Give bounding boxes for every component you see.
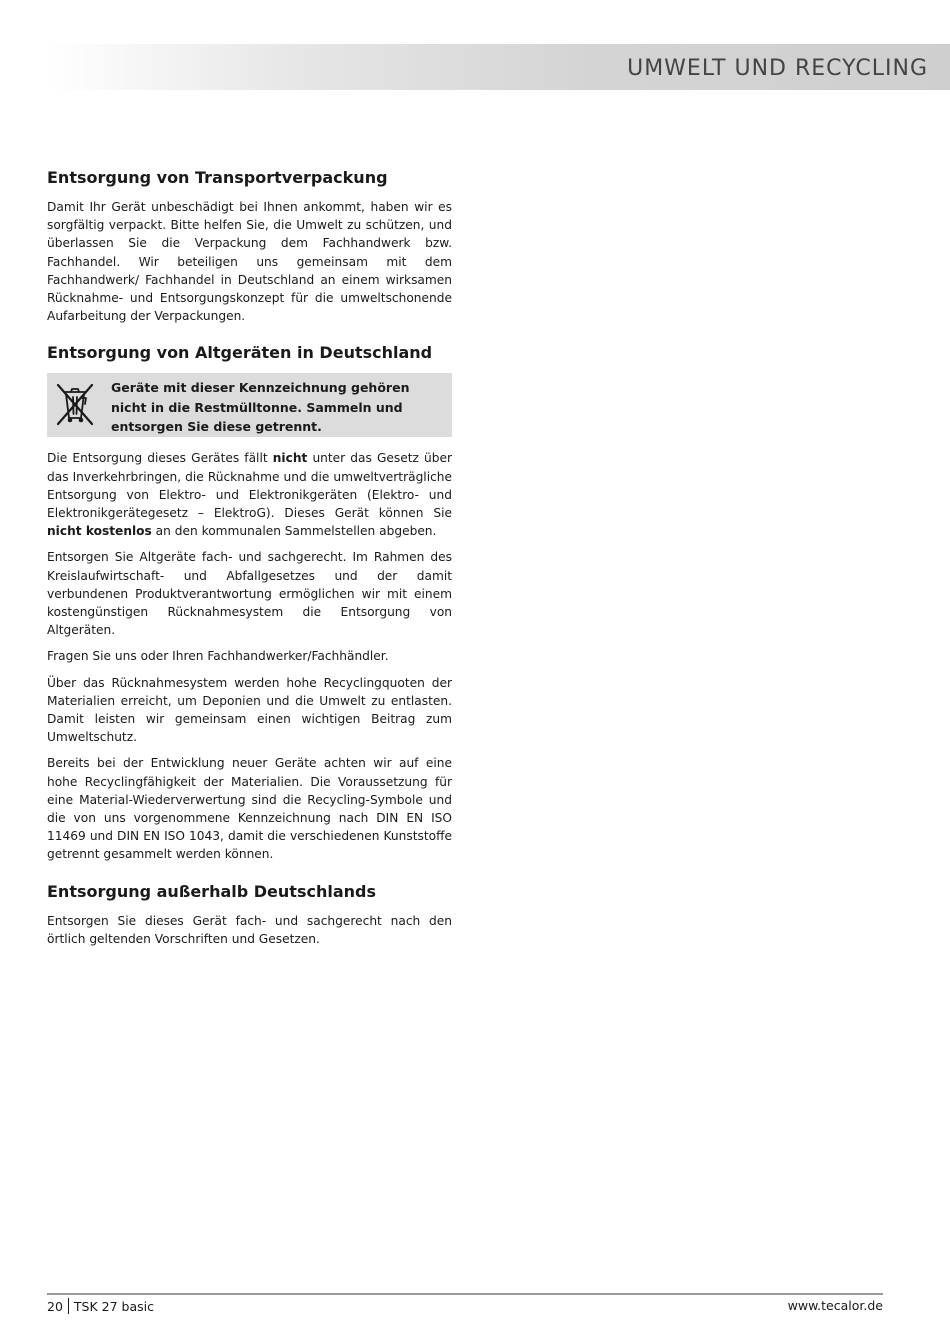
section-heading: Entsorgung von Altgeräten in Deutschland [47,343,433,363]
text-run: an den kommunalen Sammelstellen abgeben. [151,524,437,539]
paragraph: Über das Rücknahmesystem werden hohe Recyclingquoten der Materialien erreicht, um Deponien und die Umwelt zu entlasten. Damit leisten wir gemeinsam einen wichtigen Beitrag zum Umweltschutz. [47,675,452,745]
section-old-devices-germany [47,341,452,863]
section-outside-germany [47,880,452,948]
disposal-notice-box [47,373,452,437]
header-band [47,44,950,90]
notice-text: Geräte mit dieser Kennzeichnung gehören nicht in die Restmülltonne. Sammeln und entsorgen Sie diese getrennt. [111,380,410,435]
emphasis-nicht-kostenlos: nicht kostenlos [47,524,152,539]
text-run: Die Entsorgung dieses Gerätes fällt [47,451,273,466]
footer-divider [47,1293,883,1295]
section-transport-packaging [47,166,452,325]
section-heading: Entsorgung von Transportverpackung [47,168,388,187]
paragraph: Damit Ihr Gerät unbeschädigt bei Ihnen ankommt, haben wir es sorgfältig verpackt. Bitte helfen Sie, die Umwelt zu schützen, und überlassen Sie die Verpackung dem Fachhandwerk bzw. Fachhandel. Wir beteiligen uns gemeinsam mit dem Fachhandwerk/ Fachhandel in Deutschland an einem wirksamen Rücknahme- und Entsorgungskonzept für die umweltschonende Aufarbeitung der Verpackungen. [47,200,452,324]
page-title: UMWELT UND RECYCLING [627,56,928,81]
footer-page-info [47,1298,154,1314]
section-heading: Entsorgung außerhalb Deutschlands [47,881,376,901]
paragraph: Entsorgen Sie dieses Gerät fach- und sachgerecht nach den örtlich geltenden Vorschriften und Gesetzen. [47,913,452,946]
page-number: 20 [47,1298,63,1314]
paragraph-elektrog [47,449,452,540]
footer-website: www.tecalor.de [787,1298,883,1313]
text-run: unter das Gesetz über das Inverkehrbringen, die Rücknahme und die umweltverträgliche Entsorgung von Elektro- und Elektronikgeräten (Elektro- und Elektronikgerätegesetz – ElektroG). Dieses Gerät können Sie [47,451,452,521]
product-name: TSK 27 basic [73,1298,154,1314]
paragraph: Bereits bei der Entwicklung neuer Geräte achten wir auf eine hohe Recyclingfähigkeit der Materialien. Die Voraussetzung für eine Material-Wiederverwertung sind die Recycling-Symbole und die von uns vorgenommene Kennzeichnung nach DIN EN ISO 11469 und DIN EN ISO 1043, damit die verschiedenen Kunststoffe getrennt gesammelt werden können. [47,756,452,862]
main-content [47,166,452,964]
crossed-out-wheelie-bin-icon [51,380,99,428]
paragraph: Fragen Sie uns oder Ihren Fachhandwerker/Fachhändler. [47,649,389,664]
emphasis-nicht: nicht [272,451,308,466]
footer-separator [68,1298,69,1314]
paragraph: Entsorgen Sie Altgeräte fach- und sachgerecht. Im Rahmen des Kreislaufwirtschaft- und Abfallgesetzes und der damit verbundenen Produktverantwortung ermöglichen wir mit einem kostengünstigen Rücknahmesystem die Entsorgung von Altgeräten. [47,550,452,638]
